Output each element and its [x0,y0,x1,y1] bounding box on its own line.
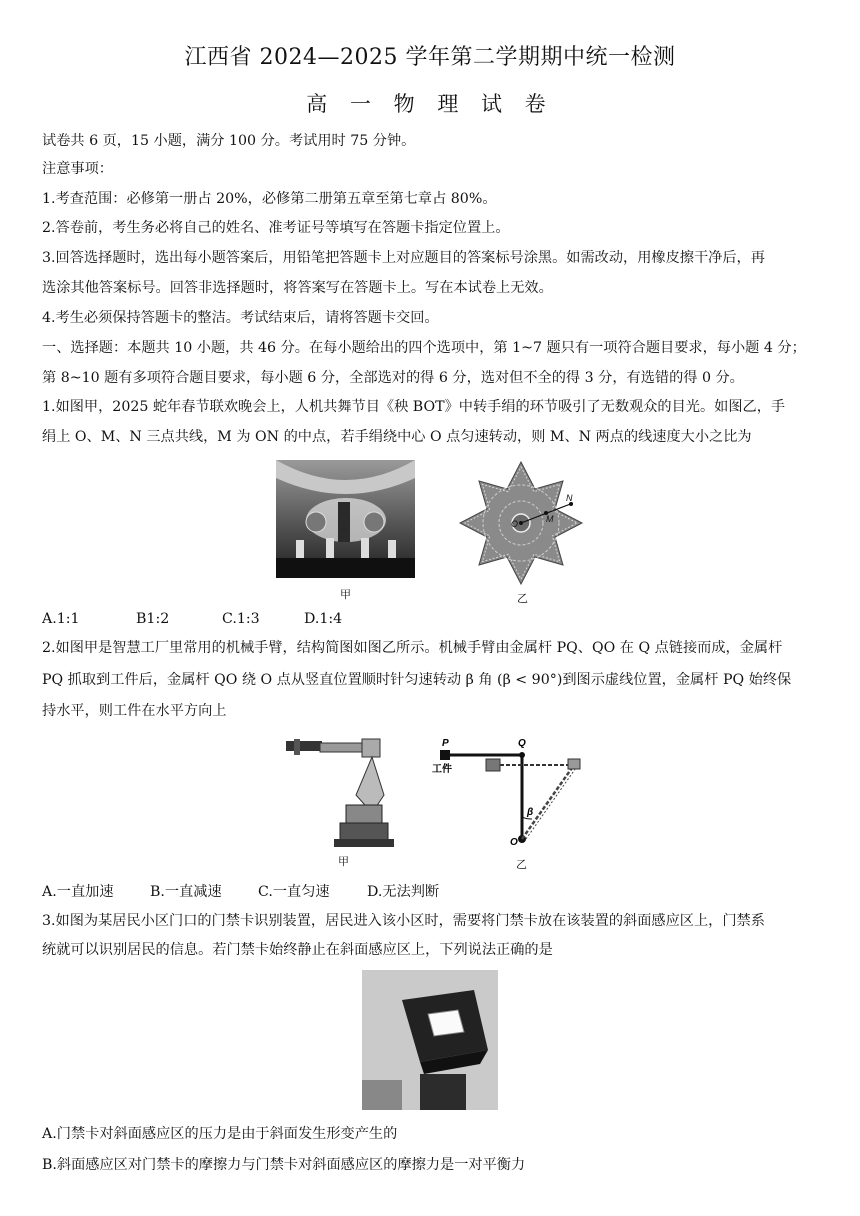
q2-option-c[interactable]: C.一直匀速 [258,884,330,900]
q3-option-b[interactable]: B.斜面感应区对门禁卡的摩擦力与门禁卡对斜面感应区的摩擦力是一对平衡力 [42,1157,526,1173]
q1-diagram-figure [458,460,584,586]
exam-subtitle: 高 一 物 理 试 卷 [306,92,554,116]
note-line: 3.回答选择题时，选出每小题答案后，用铅笔把答题卡上对应题目的答案标号涂黑。如需改动，用橡皮擦干净后，再 [42,250,765,266]
question-3-text: 统就可以识别居民的信息。若门禁卡始终静止在斜面感应区上，下列说法正确的是 [42,942,553,958]
exam-title: 江西省 2024—2025 学年第二学期期中统一检测 [184,45,676,70]
diagram-label-n: N [566,493,573,503]
diagram-label-q: Q [518,738,526,749]
q3-option-a[interactable]: A.门禁卡对斜面感应区的压力是由于斜面发生形变产生的 [42,1126,398,1142]
note-line: 选涂其他答案标号。回答非选择题时，将答案写在答题卡上。写在本试卷上无效。 [42,280,553,296]
diagram-label-o: O [511,519,519,529]
q1-figure-caption-right: 乙 [517,592,528,605]
q2-mechanism-diagram [428,735,588,860]
diagram-label-m: M [546,514,554,524]
q3-card-reader-photo [362,970,498,1110]
diagram-label-workpiece: 工件 [432,764,452,775]
question-1-text: 绢上 O、M、N 三点共线，M 为 ON 的中点，若手绢绕中心 O 点匀速转动，则 M、N 两点的线速度大小之比为 [42,429,752,445]
q1-option-b[interactable]: B1:2 [136,611,170,627]
q2-option-a[interactable]: A.一直加速 [42,884,114,900]
q2-figure-caption-left: 甲 [338,855,349,868]
question-2-text: PQ 抓取到工件后，金属杆 QO 绕 O 点从竖直位置顺时针匀速转动 β 角 (β < 90°)到图示虚线位置，金属杆 PQ 始终保 [42,672,792,688]
q1-photo-figure [276,460,415,578]
note-line: 2.答卷前，考生务必将自己的姓名、准考证号等填写在答题卡指定位置上。 [42,220,510,236]
note-line: 1.考查范围：必修第一册占 20%，必修第二册第五章至第七章占 80%。 [42,191,497,207]
diagram-label-beta: β [527,807,534,818]
notes-title: 注意事项： [42,161,113,177]
q1-option-a[interactable]: A.1:1 [42,611,80,627]
section-heading: 第 8~10 题有多项符合题目要求，每小题 6 分，全部选对的得 6 分，选对但不全的得 3 分，有选错的得 0 分。 [42,370,744,386]
question-3-text: 3.如图为某居民小区门口的门禁卡识别装置，居民进入该小区时，需要将门禁卡放在该装置的斜面感应区上，门禁系 [42,913,765,929]
q1-option-c[interactable]: C.1:3 [222,611,260,627]
q1-figure-caption-left: 甲 [340,588,351,601]
section-heading: 一、选择题：本题共 10 小题，共 46 分。在每小题给出的四个选项中，第 1~7 题只有一项符合题目要求，每小题 4 分； [42,340,806,356]
q2-figure-caption-right: 乙 [516,858,527,871]
q2-option-b[interactable]: B.一直减速 [150,884,222,900]
exam-intro: 试卷共 6 页，15 小题，满分 100 分。考试用时 75 分钟。 [42,133,416,149]
q2-option-d[interactable]: D.无法判断 [367,884,440,900]
note-line: 4.考生必须保持答题卡的整洁。考试结束后，请将答题卡交回。 [42,310,439,326]
q1-option-d[interactable]: D.1:4 [304,611,343,627]
question-1-text: 1.如图甲，2025 蛇年春节联欢晚会上，人机共舞节目《秧 BOT》中转手绢的环节吸引了无数观众的目光。如图乙，手 [42,399,786,415]
question-2-text: 持水平，则工件在水平方向上 [42,703,227,719]
diagram-label-p: P [442,738,449,749]
diagram-label-o: O [510,837,518,848]
question-2-text: 2.如图甲是智慧工厂里常用的机械手臂，结构简图如图乙所示。机械手臂由金属杆 PQ、QO 在 Q 点链接而成，金属杆 [42,640,783,656]
q2-robot-arm-photo [280,735,410,853]
